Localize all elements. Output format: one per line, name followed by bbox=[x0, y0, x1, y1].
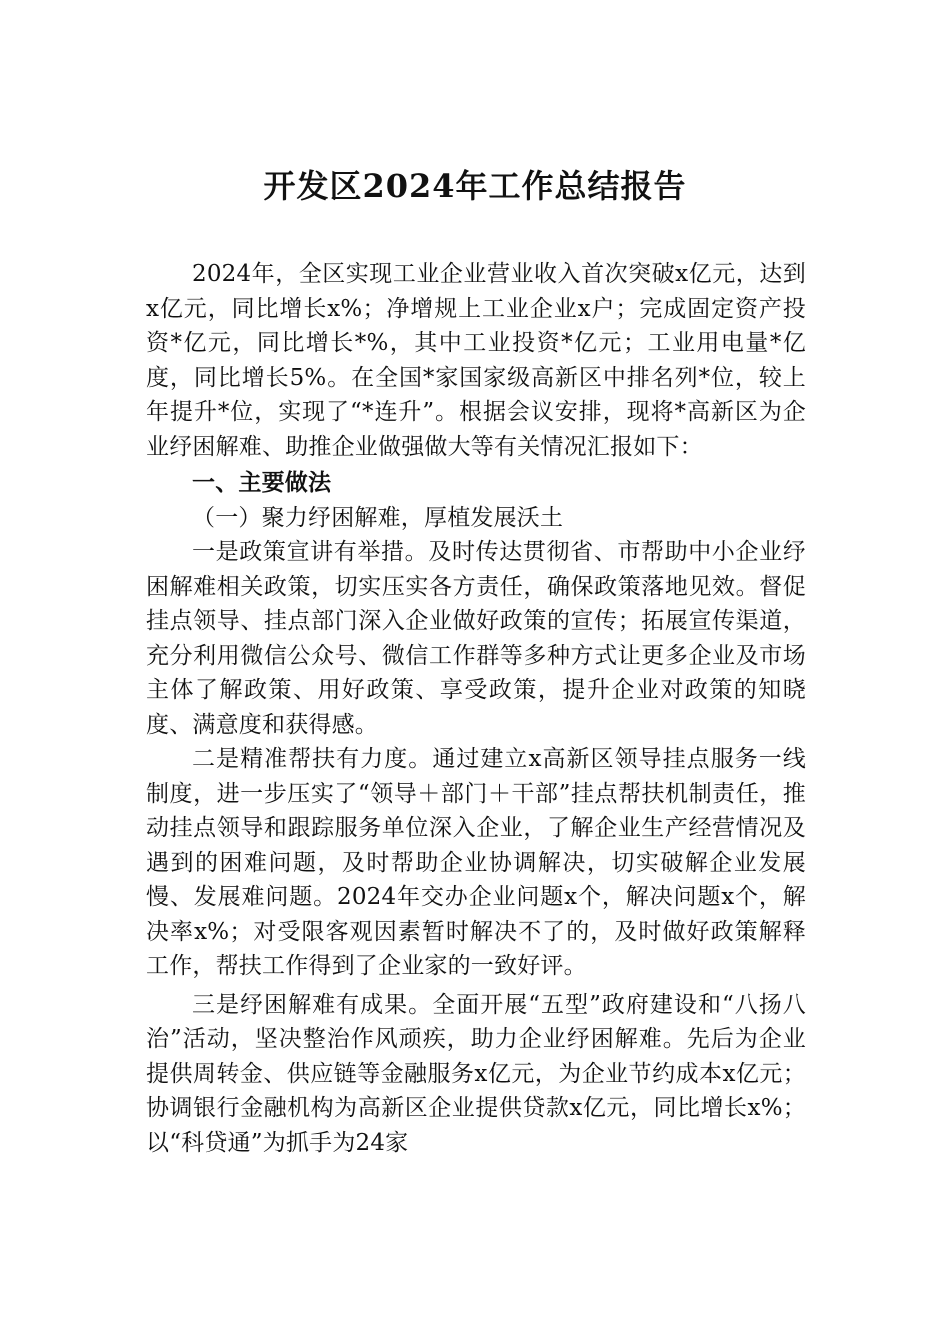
document-body bbox=[146, 257, 806, 1160]
paragraph-policy-promotion: 一是政策宣讲有举措。及时传达贯彻省、市帮助中小企业纾困解难相关政策，切实压实各方责任，确保政策落地见效。督促挂点领导、挂点部门深入企业做好政策的宣传；拓展宣传渠道，充分利用微信公众号、微信工作群等多种方式让更多企业及市场主体了解政策、用好政策、享受政策，提升企业对政策的知晓度、满意度和获得感。 bbox=[146, 539, 806, 738]
intro-paragraph: 2024年，全区实现工业企业营业收入首次突破x亿元，达到x亿元，同比增长x%；净增规上工业企业x户；完成固定资产投资*亿元，同比增长*%，其中工业投资*亿元；工业用电量*亿度，同比增长5%。在全国*家国家级高新区中排名列*位，较上年提升*位，实现了“*连升”。根据会议安排，现将*高新区为企业纾困解难、助推企业做强做大等有关情况汇报如下： bbox=[146, 261, 806, 460]
paragraph-precise-assistance: 二是精准帮扶有力度。通过建立x高新区领导挂点服务一线制度，进一步压实了“领导＋部门＋干部”挂点帮扶机制责任，推动挂点领导和跟踪服务单位深入企业，了解企业生产经营情况及遇到的困难问题，及时帮助企业协调解决，切实破解企业发展慢、发展难问题。2024年交办企业问题x个，解决问题x个，解决率x%；对受限客观因素暂时解决不了的，及时做好政策解释工作，帮扶工作得到了企业家的一致好评。 bbox=[146, 746, 806, 979]
section-heading-main-measures: 一、主要做法 bbox=[192, 470, 332, 496]
document-title: 开发区2024年工作总结报告 bbox=[263, 167, 687, 205]
subsection-heading-relief: （一）聚力纾困解难，厚植发展沃土 bbox=[192, 504, 564, 531]
paragraph-relief-results: 三是纾困解难有成果。全面开展“五型”政府建设和“八扬八治”活动，坚决整治作风顽疾，助力企业纾困解难。先后为企业提供周转金、供应链等金融服务x亿元，为企业节约成本x亿元；协调银行金融机构为高新区企业提供贷款x亿元，同比增长x%；以“科贷通”为抓手为24家 bbox=[146, 991, 806, 1156]
